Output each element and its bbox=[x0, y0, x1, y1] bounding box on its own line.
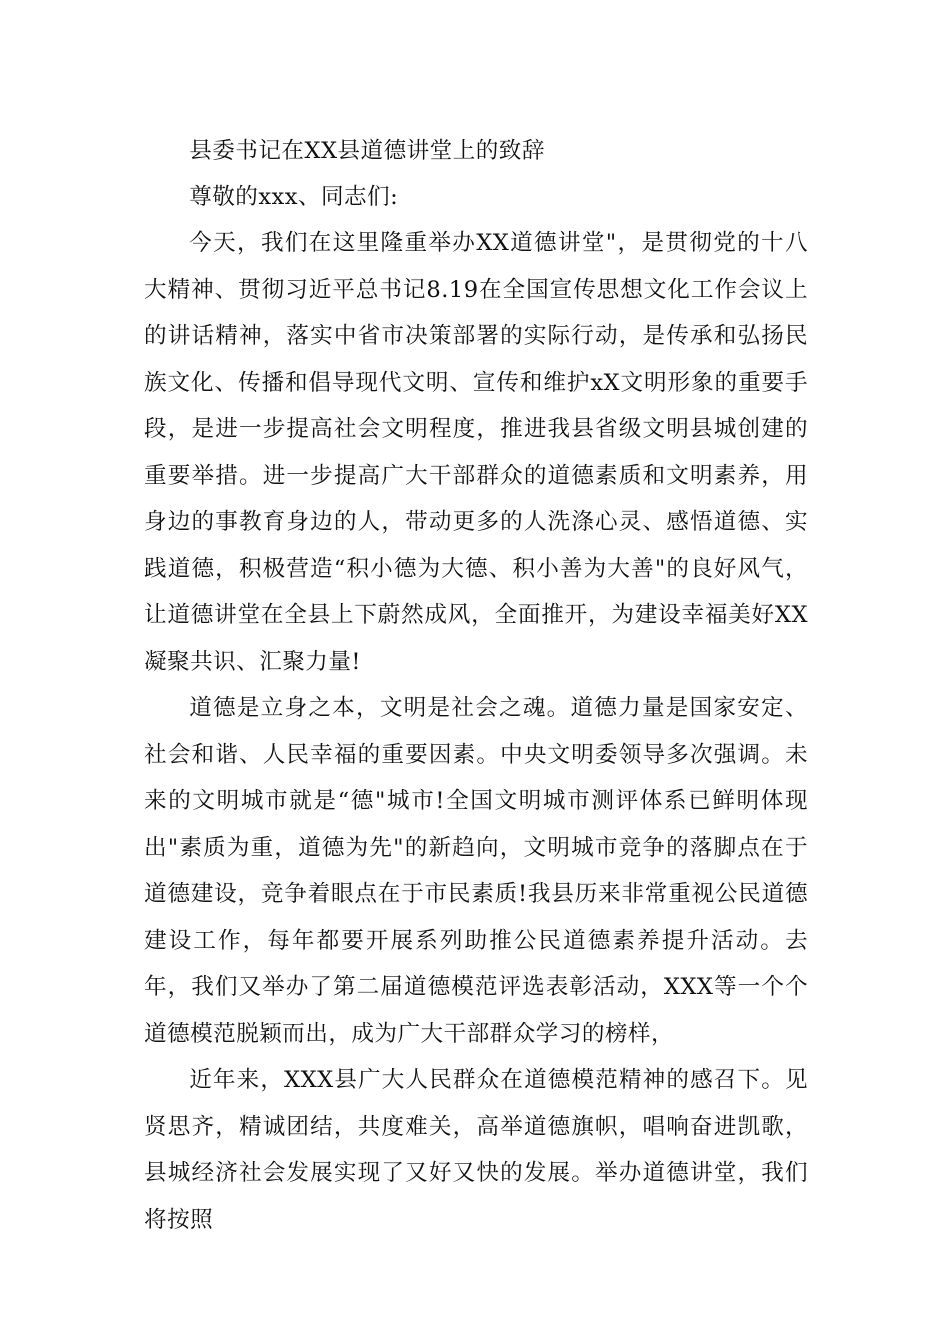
document-title: 县委书记在XX县道德讲堂上的致辞 bbox=[189, 138, 545, 164]
salutation: 尊敬的xxx、同志们: bbox=[189, 184, 399, 210]
paragraph-3: 近年来，XXX县广大人民群众在道德模范精神的感召下。见贤思齐，精诚团结，共度难关，高举道德旗帜，唱响奋进凯歌，县城经济社会发展实现了又好又快的发展。举办道德讲堂，我们将按照 bbox=[144, 1067, 808, 1233]
paragraph-2: 道德是立身之本，文明是社会之魂。道德力量是国家安定、社会和谐、人民幸福的重要因素。中央文明委领导多次强调。未来的文明城市就是“德"城市!全国文明城市测评体系已鲜明体现出"素质为重，道德为先"的新趋向，文明城市竞争的落脚点在于道德建设，竞争着眼点在于市民素质!我县历来非常重视公民道德建设工作，每年都要开展系列助推公民道德素养提升活动。去年，我们又举办了第二届道德模范评选表彰活动，XXX等一个个道德模范脱颖而出，成为广大干部群众学习的榜样， bbox=[144, 695, 808, 1047]
document-body bbox=[144, 128, 808, 1243]
paragraph-1: 今天，我们在这里隆重举办XX道德讲堂"，是贯彻党的十八大精神、贯彻习近平总书记8.19在全国宣传思想文化工作会议上的讲话精神，落实中省市决策部署的实际行动，是传承和弘扬民族文化、传播和倡导现代文明、宣传和维护xX文明形象的重要手段，是进一步提高社会文明程度，推进我县省级文明县城创建的重要举措。进一步提高广大干部群众的道德素质和文明素养，用身边的事教育身边的人，带动更多的人洗涤心灵、感悟道德、实践道德，积极营造“积小德为大德、积小善为大善"的良好风气，让道德讲堂在全县上下蔚然成风，全面推开，为建设幸福美好XX凝聚共识、汇聚力量! bbox=[144, 230, 808, 675]
